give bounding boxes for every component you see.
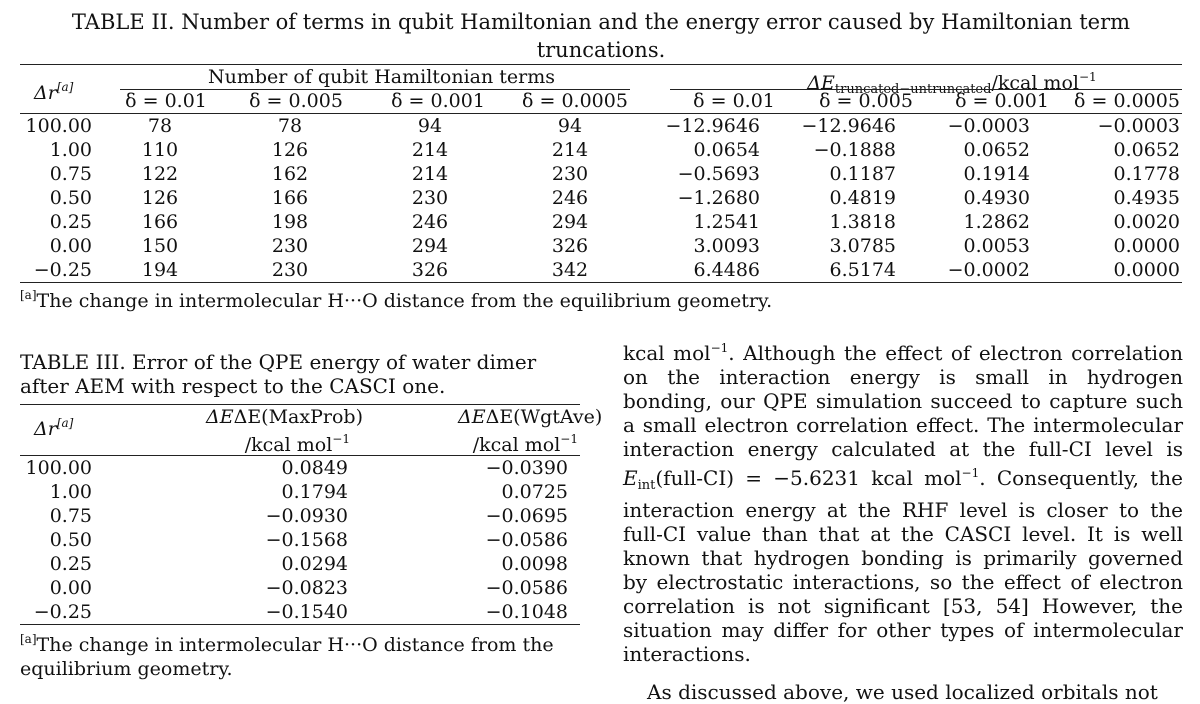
- cell: 110: [141, 139, 179, 161]
- table-3-caption: TABLE III. Error of the QPE energy of water dimer after AEM with respect to the CASCI one.: [20, 350, 537, 398]
- cell-dr: 1.00: [49, 139, 92, 161]
- cell: 198: [271, 211, 309, 233]
- cell: 326: [411, 259, 449, 281]
- cell: 0.1187: [829, 163, 896, 185]
- cell: −0.1888: [813, 139, 896, 161]
- cell: −0.0823: [265, 577, 348, 599]
- cell-dr: 0.50: [49, 187, 92, 209]
- table-row: [20, 528, 580, 552]
- cell: 214: [551, 139, 589, 161]
- cell: 0.0652: [963, 139, 1030, 161]
- cell: 166: [271, 187, 309, 209]
- cell: −0.1568: [265, 529, 348, 551]
- cell: 126: [141, 187, 179, 209]
- cell: −12.9646: [665, 115, 760, 137]
- cell: 1.3818: [829, 211, 896, 233]
- cell-dr: 1.00: [49, 481, 92, 503]
- cell: 294: [551, 211, 589, 233]
- cell: 0.4930: [963, 187, 1030, 209]
- cell: 0.4935: [1113, 187, 1180, 209]
- cell: 0.0294: [281, 553, 348, 575]
- cell: 3.0785: [829, 235, 896, 257]
- group-header-terms: Number of qubit Hamiltonian terms: [208, 66, 556, 88]
- cell: 122: [141, 163, 179, 185]
- cell: 1.2862: [963, 211, 1030, 233]
- table-row: [20, 552, 580, 576]
- cell: 6.5174: [829, 259, 896, 281]
- cell: 0.0849: [281, 457, 348, 479]
- cell: 94: [417, 115, 443, 137]
- cell: 166: [141, 211, 179, 233]
- table-2-body: [20, 114, 1182, 282]
- cell: 0.0000: [1113, 235, 1180, 257]
- cell-dr: 0.25: [49, 553, 92, 575]
- table-3: [20, 350, 603, 681]
- cell: −0.1540: [265, 601, 348, 623]
- table-2: [20, 8, 1182, 313]
- cell-dr: 0.00: [49, 235, 92, 257]
- cell-dr: −0.25: [33, 259, 92, 281]
- table-row: [20, 162, 1182, 186]
- table-3-body: [20, 456, 580, 624]
- cell: 78: [147, 115, 173, 137]
- cell: 0.1778: [1113, 163, 1180, 185]
- table-3-footnote: [a]The change in intermolecular H···O distance from the equilibrium geometry.: [20, 632, 554, 680]
- cell: 94: [557, 115, 583, 137]
- table-row: [20, 576, 580, 600]
- cell: −0.0695: [485, 505, 568, 527]
- col-header-wgtave: ΔEΔE(WgtAve): [458, 406, 603, 428]
- cell: 214: [411, 163, 449, 185]
- cell: 230: [271, 235, 309, 257]
- col-header-wgtave-unit: /kcal mol$^{-1}$: [472, 432, 578, 456]
- cell: 0.0020: [1113, 211, 1180, 233]
- table-row: [20, 210, 1182, 234]
- cell: −1.2680: [677, 187, 760, 209]
- cell: −12.9646: [801, 115, 896, 137]
- cell-dr: 0.00: [49, 577, 92, 599]
- cell-dr: 100.00: [25, 457, 92, 479]
- cell: 0.1914: [963, 163, 1030, 185]
- row-header: Δr[a]: [34, 80, 74, 104]
- cell: −0.0390: [485, 457, 568, 479]
- cell: 246: [411, 211, 449, 233]
- cell: 0.0652: [1113, 139, 1180, 161]
- table-bottom-rule: [20, 624, 580, 625]
- cell: 0.1794: [281, 481, 348, 503]
- table-row: [20, 258, 1182, 282]
- group-header-energy: $\Delta E_{truncated-untruncated}$/kcal mol$^{-1}$: [807, 70, 1097, 97]
- cell: 294: [411, 235, 449, 257]
- table-row: [20, 186, 1182, 210]
- cell-dr: 0.75: [49, 505, 92, 527]
- cell-dr: 0.25: [49, 211, 92, 233]
- table-2-delta-header: [20, 89, 1182, 113]
- cell: 230: [411, 187, 449, 209]
- delta-label: δ = 0.001: [391, 90, 485, 112]
- cell: −0.0003: [947, 115, 1030, 137]
- cell: 78: [277, 115, 303, 137]
- table-row: [20, 234, 1182, 258]
- cell: 214: [411, 139, 449, 161]
- cell: 6.4486: [693, 259, 760, 281]
- table-2-footnote: [a]The change in intermolecular H···O distance from the equilibrium geometry.: [20, 288, 773, 312]
- cell: −0.0586: [485, 577, 568, 599]
- table-row: [20, 138, 1182, 162]
- cell: 0.0000: [1113, 259, 1180, 281]
- table-row: [20, 114, 1182, 138]
- cell: 246: [551, 187, 589, 209]
- cell: −0.5693: [677, 163, 760, 185]
- cell: −0.0586: [485, 529, 568, 551]
- cell: 162: [271, 163, 309, 185]
- table-row: [20, 504, 580, 528]
- delta-label: δ = 0.01: [693, 90, 775, 112]
- cell: −0.0002: [947, 259, 1030, 281]
- body-text: [623, 336, 1183, 704]
- delta-label: δ = 0.01: [125, 90, 207, 112]
- cell: 0.0098: [501, 553, 568, 575]
- row-header: Δr[a]: [34, 416, 74, 440]
- cell: 3.0093: [693, 235, 760, 257]
- cell: 0.0654: [693, 139, 760, 161]
- paragraph: kcal mol$^{-1}$. Although the effect of electron correlation on the interaction energy is small in hydrogen bonding, our QPE simulation succeed to capture such a small electron correlation effect. The intermolecular interaction energy calculated at the full-CI level is $E_{int}(full-CI) = -5.6231$ kcal mol$^{-1}$. Consequently, the interaction energy at the RHF level is closer to the full-CI value than that at the CASCI level. It is well known that hydrogen bonding is primarily governed by electrostatic interactions, so the effect of electron correlation is not significant [53, 54] However, the situation may differ for other types of intermolecular interactions.: [623, 341, 1183, 666]
- cell: 194: [141, 259, 179, 281]
- delta-label: δ = 0.001: [955, 90, 1049, 112]
- cell: 230: [551, 163, 589, 185]
- delta-label: δ = 0.005: [819, 90, 913, 112]
- table-row: [20, 480, 580, 504]
- cell: 150: [141, 235, 179, 257]
- col-header-maxprob: ΔEΔE(MaxProb): [206, 406, 363, 428]
- cell: −0.0930: [265, 505, 348, 527]
- delta-label: δ = 0.0005: [1074, 90, 1180, 112]
- cell: 342: [551, 259, 589, 281]
- cell: −0.1048: [485, 601, 568, 623]
- cell-dr: 0.75: [49, 163, 92, 185]
- cell: 1.2541: [693, 211, 760, 233]
- paragraph: As discussed above, we used localized orbitals not: [647, 680, 1158, 704]
- cell: 326: [551, 235, 589, 257]
- cell: 0.4819: [829, 187, 896, 209]
- cell: 0.0053: [963, 235, 1030, 257]
- cell: 0.0725: [501, 481, 568, 503]
- table-row: [20, 600, 580, 624]
- cell-dr: −0.25: [33, 601, 92, 623]
- cell-dr: 100.00: [25, 115, 92, 137]
- table-2-caption: TABLE II. Number of terms in qubit Hamiltonian and the energy error caused by Hamiltonian term truncations.: [71, 10, 1131, 62]
- cell-dr: 0.50: [49, 529, 92, 551]
- table-3-header: [20, 405, 603, 456]
- table-row: [20, 456, 580, 480]
- cell: −0.0003: [1097, 115, 1180, 137]
- delta-label: δ = 0.005: [249, 90, 343, 112]
- delta-label: δ = 0.0005: [522, 90, 628, 112]
- col-header-maxprob-unit: /kcal mol$^{-1}$: [244, 432, 350, 456]
- cell: 230: [271, 259, 309, 281]
- cell: 126: [271, 139, 309, 161]
